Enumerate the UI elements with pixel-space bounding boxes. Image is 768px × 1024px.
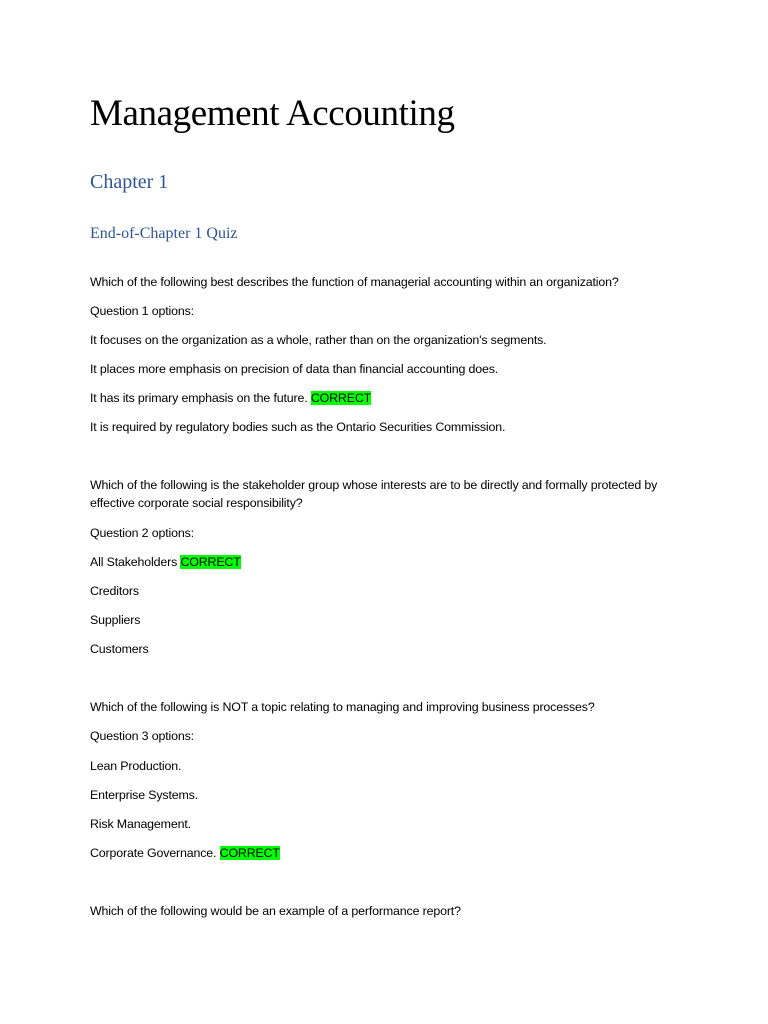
question-3-option-3 [90, 815, 191, 833]
option-text: It places more emphasis on precision of data than financial accounting does. [90, 362, 499, 376]
option-text: All Stakeholders [90, 555, 178, 569]
question-2-option-2 [90, 582, 139, 600]
question-4-prompt: Which of the following would be an example of a performance report? [90, 904, 461, 918]
question-2-options-label: Question 2 options: [90, 526, 194, 540]
question-2-option-1 [90, 553, 241, 571]
option-text: Customers [90, 642, 149, 656]
correct-badge: CORRECT [219, 846, 280, 860]
option-text: Risk Management. [90, 817, 191, 831]
question-2-option-4 [90, 640, 149, 658]
question-1-prompt: Which of the following best describes the function of managerial accounting within an organization? [90, 275, 619, 289]
option-text: Creditors [90, 584, 139, 598]
correct-badge: CORRECT [180, 555, 241, 569]
option-text: Corporate Governance. [90, 846, 217, 860]
question-1-options-label: Question 1 options: [90, 304, 194, 318]
question-1-option-4 [90, 418, 505, 436]
question-3-option-1 [90, 757, 181, 775]
question-3-options-label: Question 3 options: [90, 729, 194, 743]
question-1-option-3 [90, 389, 371, 407]
chapter-heading: Chapter 1 [90, 171, 169, 193]
option-text: Suppliers [90, 613, 141, 627]
correct-badge: CORRECT [310, 391, 372, 405]
question-3-prompt: Which of the following is NOT a topic relating to managing and improving business processes? [90, 700, 595, 714]
question-2-option-3 [90, 611, 140, 629]
question-1-option-1 [90, 331, 546, 349]
question-2-prompt: Which of the following is the stakeholder group whose interests are to be directly and formally protected by effective corporate social responsibility? [90, 478, 658, 510]
option-text: Lean Production. [90, 759, 182, 773]
option-text: Enterprise Systems. [90, 788, 199, 802]
option-text: It focuses on the organization as a whole, rather than on the organization's segments. [90, 333, 547, 347]
option-text: It is required by regulatory bodies such as the Ontario Securities Commission. [90, 420, 506, 434]
document-title: Management Accounting [90, 93, 455, 134]
question-1-option-2 [90, 360, 498, 378]
quiz-heading: End-of-Chapter 1 Quiz [90, 225, 238, 242]
option-text: It has its primary emphasis on the future. [90, 391, 308, 405]
question-3-option-2 [90, 786, 198, 804]
question-3-option-4 [90, 844, 280, 862]
